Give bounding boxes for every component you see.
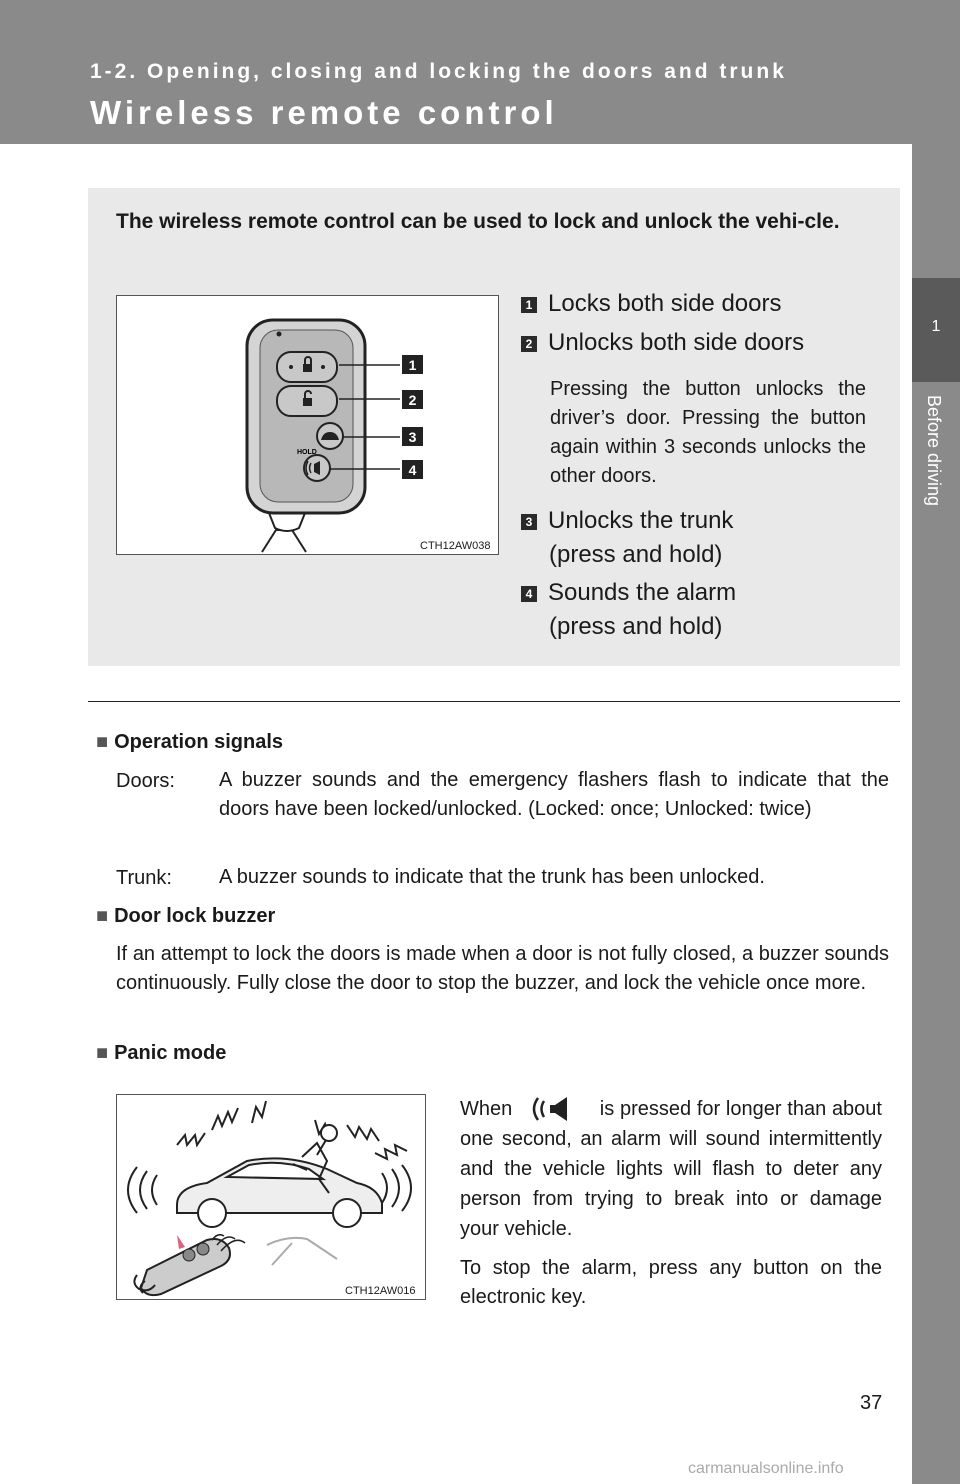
divider [88, 701, 900, 702]
door-lock-buzzer-heading-text: Door lock buzzer [114, 905, 276, 927]
badge-3: 3 [521, 514, 537, 530]
hold-label: HOLD [297, 449, 317, 456]
badge-1: 1 [521, 297, 537, 313]
panic-mode-text-2: To stop the alarm, press any button on the electronic key. [460, 1257, 882, 1308]
legend-item-1 [522, 290, 781, 318]
key-fob-illustration [117, 296, 498, 554]
operation-signals-heading: ■ Operation signals [96, 731, 284, 753]
callout-1: 1 [408, 357, 417, 373]
legend-item-4 [522, 576, 736, 644]
panic-mode-heading: ■ Panic mode [96, 1042, 227, 1064]
panic-alarm-illustration [117, 1095, 425, 1299]
page-title: Wireless remote control [90, 94, 558, 131]
watermark: carmanualsonline.info [688, 1460, 844, 1477]
side-tab-label: Before driving [924, 395, 944, 507]
callout-4: 4 [408, 462, 417, 478]
legend-item-4-sub: (press and hold) [549, 613, 723, 640]
badge-4: 4 [521, 586, 537, 602]
door-lock-buzzer-text: If an attempt to lock the doors is made when a door is not fully closed, a buzzer sounds continuously. Fully close the door to stop the buzzer, and lock the vehicle once more. [116, 943, 889, 994]
section-title: 1-2. Opening, closing and locking the doors and trunk [90, 60, 787, 83]
side-tab-label-wrap [915, 395, 955, 545]
panic-mode-heading-text: Panic mode [114, 1042, 227, 1064]
figure1-code: CTH12AW038 [420, 540, 491, 552]
panic-text-before-icon: When [460, 1098, 513, 1120]
panic-mode-text [460, 1094, 882, 1244]
page-number: 37 [860, 1392, 883, 1414]
legend-item-2-note: Pressing the button unlocks the driver’s door. Pressing the button again within 3 seconds unlocks the other doors. [550, 378, 866, 487]
doors-label: Doors: [116, 770, 175, 792]
panic-button-icon [518, 1095, 594, 1123]
legend-item-3-text: Unlocks the trunk [548, 507, 734, 534]
legend-item-3 [522, 504, 733, 572]
doors-text: A buzzer sounds and the emergency flashers flash to indicate that the doors have been locked/unlocked. (Locked: once; Unlocked: twice) [219, 769, 889, 820]
callout-3: 3 [408, 429, 417, 445]
legend-item-2-text: Unlocks both side doors [548, 329, 805, 356]
callout-2: 2 [408, 392, 417, 408]
legend-item-2 [522, 329, 804, 357]
legend-item-3-sub: (press and hold) [549, 541, 723, 568]
panic-mode-figure [116, 1094, 426, 1300]
legend-item-1-text: Locks both side doors [548, 290, 782, 317]
badge-2: 2 [521, 336, 537, 352]
operation-signals-heading-text: Operation signals [114, 731, 284, 753]
alarm-speaker-icon [528, 1095, 584, 1123]
intro-text: The wireless remote control can be used to lock and unlock the vehi-cle. [116, 210, 840, 233]
key-fob-figure [116, 295, 499, 555]
legend-item-4-text: Sounds the alarm [548, 579, 737, 606]
trunk-label: Trunk: [116, 867, 172, 889]
side-tab [912, 0, 960, 1484]
panic-text-after-icon: is pressed for longer than about one second, an alarm will sound intermittently and the vehicle lights will flash to deter any person from trying to break into or damage your vehicle. [460, 1098, 882, 1240]
door-lock-buzzer-heading: ■ Door lock buzzer [96, 905, 276, 927]
trunk-text: A buzzer sounds to indicate that the trunk has been unlocked. [219, 866, 765, 888]
side-tab-number: 1 [931, 318, 941, 335]
figure2-code: CTH12AW016 [345, 1285, 416, 1297]
